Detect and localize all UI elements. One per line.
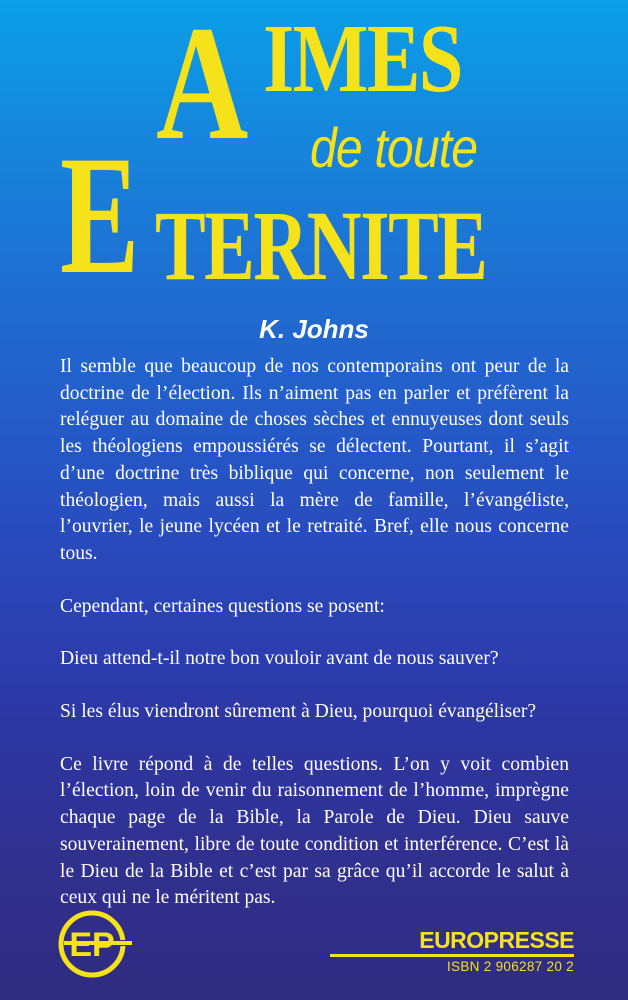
blurb-paragraph-2: Cependant, certaines questions se posent: [60, 595, 385, 617]
title-initial-e: E [60, 121, 140, 309]
blurb-paragraph-1: Il semble que beaucoup de nos contemporains ont peur de la doctrine de l’élection. Ils n’aiment pas en parler et préfèrent la reléguer au domaine de choses sèches et ennuyeuses dont seuls les théologiens empoussiérés se délectent. Pourtant, il s’agit d’une doctrine très biblique qui concerne, non seulement le théologien, mais aussi la mère de famille, l’évangéliste, l’ouvrier, le jeune lycéen et le retraité. Bref, elle nous concerne tous. [60, 356, 569, 564]
book-title [0, 0, 628, 309]
isbn-number: ISBN 2 906287 20 2 [447, 959, 574, 974]
title-word-de-toute: de toute [310, 116, 478, 179]
publisher-logo-monogram: EP [69, 926, 115, 964]
back-cover-blurb [60, 354, 569, 912]
author-name: K. Johns [259, 314, 369, 344]
publisher-divider [330, 954, 574, 957]
title-word-ternite: TERNITE [155, 190, 487, 301]
publisher-logo-icon [56, 906, 136, 986]
publisher-name: EUROPRESSE [419, 927, 574, 953]
blurb-paragraph-3: Ce livre répond à de telles questions. L’on y voit combien l’élection, loin de venir du raisonnement de l’homme, imprègne chaque page de la Bible, la Parole de Dieu. Dieu sauve souverainement, libre de toute condition et interférence. C’est là le Dieu de la Bible et c’est par sa grâce qu’il accorde le salut à ceux qui ne le méritent pas. [60, 753, 569, 909]
title-initial-a: A [156, 0, 249, 174]
blurb-question-1: Dieu attend-t-il notre bon vouloir avant de nous sauver? [60, 648, 499, 670]
title-word-imes: IMES [263, 5, 462, 113]
blurb-question-2: Si les élus viendront sûrement à Dieu, pourquoi évangéliser? [60, 701, 537, 723]
